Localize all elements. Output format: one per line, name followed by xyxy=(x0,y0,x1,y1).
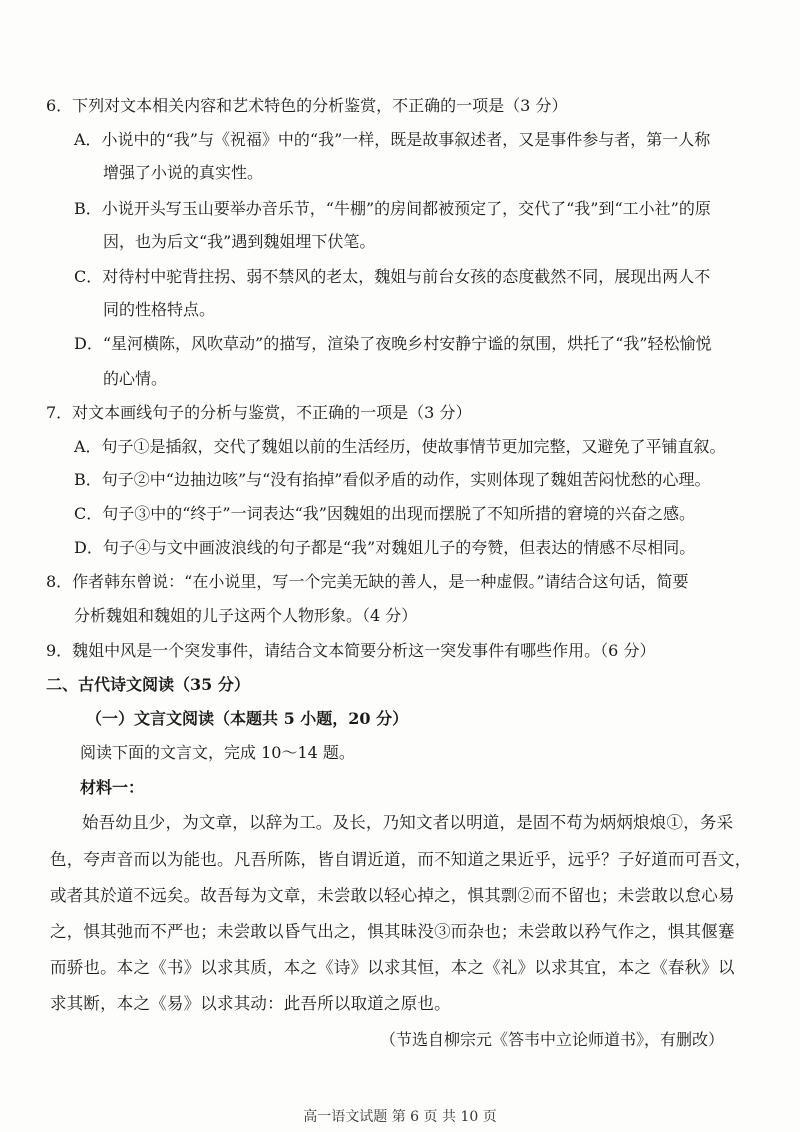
q6-stem: 6．下列对文本相关内容和艺术特色的分析鉴赏，不正确的一项是（3 分） xyxy=(46,96,568,115)
section-heading: 二、古代诗文阅读（35 分） xyxy=(46,675,250,694)
q6-option-c-line1: C．对待村中驼背拄拐、弱不禁风的老太，魏姐与前台女孩的态度截然不同，展现出两人不 xyxy=(74,267,711,286)
classical-text-line6: 求其断，本之《易》以求其动：此吾所以取道之原也。 xyxy=(50,994,451,1013)
q8-stem-line2: 分析魏姐和魏姐的儿子这两个人物形象。（4 分） xyxy=(74,606,418,625)
q7-option-a: A．句子①是插叙，交代了魏姐以前的生活经历，使故事情节更加完整，又避免了平铺直叙。 xyxy=(74,437,726,456)
q6-option-a-line1: A．小说中的“我”与《祝福》中的“我”一样，既是故事叙述者，又是事件参与者，第一人称 xyxy=(74,130,711,149)
q7-stem: 7．对文本画线句子的分析与鉴赏，不正确的一项是（3 分） xyxy=(46,403,472,422)
q6-option-b-line1: B．小说开头写玉山要举办音乐节，“牛棚”的房间都被预定了，交代了“我”到“工小社”的原 xyxy=(74,199,711,218)
q7-option-d: D．句子④与文中画波浪线的句子都是“我”对魏姐儿子的夸赞，但表达的情感不尽相同。 xyxy=(74,538,696,557)
material-label: 材料一： xyxy=(80,778,145,797)
q6-option-c-line2: 同的性格特点。 xyxy=(103,300,216,319)
q6-option-d-line2: 的心情。 xyxy=(103,369,168,388)
source-citation: （节选自柳宗元《答韦中立论师道书》，有删改） xyxy=(380,1030,725,1049)
q6-option-b-line2: 因，也为后文“我”遇到魏姐埋下伏笔。 xyxy=(103,232,376,251)
classical-text-line4: 之，惧其弛而不严也；未尝敢以昏气出之，惧其昧没③而杂也；未尝敢以矜气作之，惧其偃蹇 xyxy=(50,922,735,941)
q7-option-b: B．句子②中“边抽边咳”与“没有掐掉”看似矛盾的动作，实则体现了魏姐苦闷忧愁的心理。 xyxy=(74,470,711,489)
classical-text-line1: 始吾幼且少，为文章，以辞为工。及长，乃知文者以明道，是固不苟为炳炳烺烺①，务采 xyxy=(82,813,734,832)
q7-option-c: C．句子③中的“终于”一词表达“我”因魏姐的出现而摆脱了不知所措的窘境的兴奋之感。 xyxy=(74,504,695,523)
q6-option-a-line2: 增强了小说的真实性。 xyxy=(103,163,264,182)
classical-text-line5: 而骄也。本之《书》以求其质，本之《诗》以求其恒，本之《礼》以求其宜，本之《春秋》以 xyxy=(50,958,735,977)
q8-stem-line1: 8．作者韩东曾说：“在小说里，写一个完美无缺的善人，是一种虚假。”请结合这句话，简要 xyxy=(46,572,689,591)
q9-stem: 9．魏姐中风是一个突发事件，请结合文本简要分析这一突发事件有哪些作用。（6 分） xyxy=(46,641,656,660)
reading-instruction: 阅读下面的文言文，完成 10～14 题。 xyxy=(80,743,355,762)
page-footer: 高一语文试题 第 6 页 共 10 页 xyxy=(303,1109,497,1125)
classical-text-line3: 或者其於道不远矣。故吾每为文章，未尝敢以轻心掉之，惧其剽②而不留也；未尝敢以怠心易 xyxy=(50,886,735,905)
classical-text-line2: 色，夸声音而以为能也。凡吾所陈，皆自谓近道，而不知道之果近乎，远乎？子好道而可吾文， xyxy=(50,850,752,869)
subsection-heading: （一）文言文阅读（本题共 5 小题，20 分） xyxy=(86,709,409,728)
q6-option-d-line1: D．“星河横陈，风吹草动”的描写，渲染了夜晚乡村安静宁谧的氛围，烘托了“我”轻松愉悦 xyxy=(74,334,712,353)
